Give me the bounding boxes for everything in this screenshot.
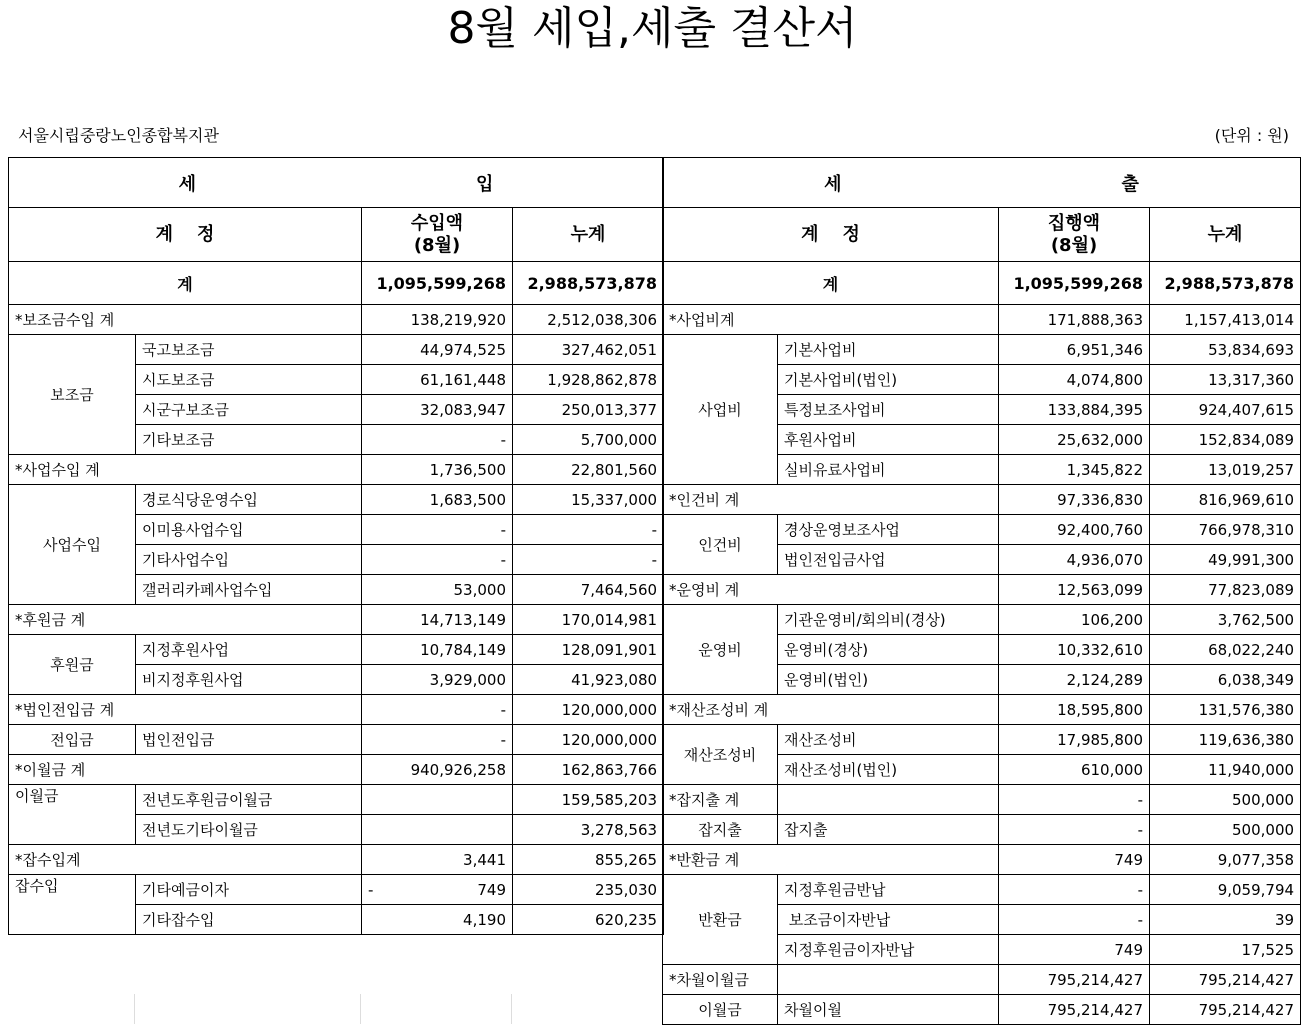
row-cumulative: 41,923,080	[513, 665, 664, 695]
expense-cumulative-header: 누계	[1150, 208, 1301, 262]
row-label: 운영비(법인)	[778, 665, 999, 695]
row-cumulative: 162,863,766	[513, 755, 664, 785]
row-cumulative: 795,214,427	[1150, 965, 1301, 995]
table-row	[663, 875, 1301, 905]
row-amount: -	[999, 815, 1150, 845]
row-amount: 12,563,099	[999, 575, 1150, 605]
row-label: 기본사업비(법인)	[778, 365, 999, 395]
row-cumulative: 816,969,610	[1150, 485, 1301, 515]
row-amount: 1,345,822	[999, 455, 1150, 485]
expense-header-row	[663, 158, 1301, 208]
row-cumulative: 620,235	[513, 905, 664, 935]
group-label: 반환금	[663, 875, 778, 965]
row-amount: 749	[999, 845, 1150, 875]
row-amount	[362, 785, 513, 815]
expense-table	[662, 157, 1301, 1025]
table-row	[663, 605, 1301, 635]
income-header-row	[9, 158, 664, 208]
row-label: 재산조성비	[778, 725, 999, 755]
income-donation-total-row	[9, 605, 664, 635]
row-label: 전년도후원금이월금	[136, 785, 362, 815]
row-blank	[778, 965, 999, 995]
table-row	[663, 995, 1301, 1025]
row-amount: 97,336,830	[999, 485, 1150, 515]
table-row	[9, 485, 664, 515]
row-amount	[362, 875, 513, 905]
income-misc-total-row	[9, 845, 664, 875]
expense-total-label: 계	[663, 262, 999, 305]
income-total-amount: 1,095,599,268	[362, 262, 513, 305]
row-amount: 61,161,448	[362, 365, 513, 395]
row-label: 후원사업비	[778, 425, 999, 455]
row-label: 법인전입금사업	[778, 545, 999, 575]
row-cumulative: 795,214,427	[1150, 995, 1301, 1025]
row-amount: 2,124,289	[999, 665, 1150, 695]
expense-total-cumulative: 2,988,573,878	[1150, 262, 1301, 305]
expense-asset-total-row	[663, 695, 1301, 725]
income-transfer-total-row	[9, 695, 664, 725]
expense-section-header: 세 출	[663, 158, 1301, 208]
table-row	[9, 785, 664, 815]
group-label: 재산조성비	[663, 725, 778, 785]
group-label: 이월금	[663, 995, 778, 1025]
faint-gridline	[511, 994, 512, 1024]
row-label: 국고보조금	[136, 335, 362, 365]
row-cumulative: 3,278,563	[513, 815, 664, 845]
row-label: 기타잡수입	[136, 905, 362, 935]
expense-amount-header: 집행액 (8월)	[999, 208, 1150, 262]
row-label: 특정보조사업비	[778, 395, 999, 425]
page-title: 8월 세입,세출 결산서	[447, 3, 858, 54]
row-amount	[362, 815, 513, 845]
row-label: *사업비계	[663, 305, 999, 335]
row-blank	[778, 785, 999, 815]
row-label: 경상운영보조사업	[778, 515, 999, 545]
row-label: 경로식당운영수입	[136, 485, 362, 515]
group-label: 잡지출	[663, 815, 778, 845]
row-amount: -	[362, 695, 513, 725]
income-amount-header: 수입액 (8월)	[362, 208, 513, 262]
row-cumulative: 1,157,413,014	[1150, 305, 1301, 335]
row-label: 실비유료사업비	[778, 455, 999, 485]
row-cumulative: 3,762,500	[1150, 605, 1301, 635]
row-label: 기타사업수입	[136, 545, 362, 575]
row-amount: 3,929,000	[362, 665, 513, 695]
income-carry-total-row	[9, 755, 664, 785]
row-label: *반환금 계	[663, 845, 999, 875]
row-label: 기본사업비	[778, 335, 999, 365]
row-amount: 32,083,947	[362, 395, 513, 425]
row-amount: 171,888,363	[999, 305, 1150, 335]
row-amount: 44,974,525	[362, 335, 513, 365]
faint-gridline	[360, 994, 361, 1024]
table-row	[9, 635, 664, 665]
row-amount: -	[999, 785, 1150, 815]
expense-total-row	[663, 262, 1301, 305]
row-cumulative: 9,077,358	[1150, 845, 1301, 875]
row-label: 기타보조금	[136, 425, 362, 455]
expense-total-amount: 1,095,599,268	[999, 262, 1150, 305]
row-cumulative: 128,091,901	[513, 635, 664, 665]
expense-column-header-row	[663, 208, 1301, 262]
row-label: 전년도기타이월금	[136, 815, 362, 845]
income-column-header-row	[9, 208, 664, 262]
group-label: 보조금	[9, 335, 136, 455]
row-label: 잡지출	[778, 815, 999, 845]
row-amount: 53,000	[362, 575, 513, 605]
unit-label: (단위 : 원)	[1214, 126, 1289, 145]
group-label: 전입금	[9, 725, 136, 755]
table-row	[9, 725, 664, 755]
row-amount: 138,219,920	[362, 305, 513, 335]
row-amount: 18,595,800	[999, 695, 1150, 725]
table-row	[663, 815, 1301, 845]
income-total-cumulative: 2,988,573,878	[513, 262, 664, 305]
row-cumulative: 119,636,380	[1150, 725, 1301, 755]
income-section-header: 세 입	[9, 158, 664, 208]
row-cumulative: 855,265	[513, 845, 664, 875]
row-amount: -	[999, 905, 1150, 935]
expense-nextcarry-total-row	[663, 965, 1301, 995]
row-amount: 10,332,610	[999, 635, 1150, 665]
row-label: 지정후원금반납	[778, 875, 999, 905]
row-label: 시도보조금	[136, 365, 362, 395]
row-cumulative: 15,337,000	[513, 485, 664, 515]
row-cumulative: 77,823,089	[1150, 575, 1301, 605]
negative-sign: -	[368, 880, 374, 899]
row-label: *운영비 계	[663, 575, 999, 605]
row-cumulative: 235,030	[513, 875, 664, 905]
amount-value: 749	[477, 880, 506, 899]
row-amount: 17,985,800	[999, 725, 1150, 755]
group-label: 운영비	[663, 605, 778, 695]
row-amount: 4,190	[362, 905, 513, 935]
row-amount: 3,441	[362, 845, 513, 875]
row-cumulative: 13,317,360	[1150, 365, 1301, 395]
faint-gridline	[134, 994, 135, 1024]
group-label: 후원금	[9, 635, 136, 695]
table-row	[663, 515, 1301, 545]
row-label: 지정후원사업	[136, 635, 362, 665]
row-amount: -	[362, 725, 513, 755]
expense-project-total-row	[663, 305, 1301, 335]
row-cumulative: 22,801,560	[513, 455, 664, 485]
row-amount: 106,200	[999, 605, 1150, 635]
row-label: *차월이월금	[663, 965, 778, 995]
row-amount: 92,400,760	[999, 515, 1150, 545]
row-cumulative: 5,700,000	[513, 425, 664, 455]
group-label: 사업비	[663, 335, 778, 485]
row-amount: 4,936,070	[999, 545, 1150, 575]
row-amount: 14,713,149	[362, 605, 513, 635]
row-label: *인건비 계	[663, 485, 999, 515]
expense-account-header: 계 정	[663, 208, 999, 262]
row-amount: 1,683,500	[362, 485, 513, 515]
row-label: *후원금 계	[9, 605, 362, 635]
row-cumulative: 49,991,300	[1150, 545, 1301, 575]
row-label: 재산조성비(법인)	[778, 755, 999, 785]
row-cumulative: 53,834,693	[1150, 335, 1301, 365]
row-cumulative: -	[513, 545, 664, 575]
row-cumulative: 13,019,257	[1150, 455, 1301, 485]
row-cumulative: 924,407,615	[1150, 395, 1301, 425]
income-account-header: 계 정	[9, 208, 362, 262]
row-amount: 1,736,500	[362, 455, 513, 485]
row-label: 보조금이자반납	[778, 905, 999, 935]
row-cumulative: 152,834,089	[1150, 425, 1301, 455]
row-cumulative: 9,059,794	[1150, 875, 1301, 905]
expense-personnel-total-row	[663, 485, 1301, 515]
row-cumulative: 250,013,377	[513, 395, 664, 425]
organization-name: 서울시립중랑노인종합복지관	[18, 126, 219, 145]
row-amount: 795,214,427	[999, 965, 1150, 995]
row-cumulative: 159,585,203	[513, 785, 664, 815]
row-label: *사업수입 계	[9, 455, 362, 485]
row-label: 지정후원금이자반납	[778, 935, 999, 965]
row-amount: 749	[999, 935, 1150, 965]
expense-operating-total-row	[663, 575, 1301, 605]
row-cumulative: 1,928,862,878	[513, 365, 664, 395]
row-amount: -	[362, 425, 513, 455]
expense-misc-total-row	[663, 785, 1301, 815]
income-total-label: 계	[9, 262, 362, 305]
row-cumulative: 500,000	[1150, 785, 1301, 815]
row-cumulative: 120,000,000	[513, 725, 664, 755]
row-label: 시군구보조금	[136, 395, 362, 425]
group-label: 잡수입	[9, 875, 136, 935]
row-label: 기관운영비/회의비(경상)	[778, 605, 999, 635]
row-amount: 940,926,258	[362, 755, 513, 785]
row-label: 갤러리카페사업수입	[136, 575, 362, 605]
row-label: *보조금수입 계	[9, 305, 362, 335]
row-label: 비지정후원사업	[136, 665, 362, 695]
row-cumulative: 131,576,380	[1150, 695, 1301, 725]
row-label: 법인전입금	[136, 725, 362, 755]
row-cumulative: 68,022,240	[1150, 635, 1301, 665]
row-label: 이미용사업수입	[136, 515, 362, 545]
row-amount: -	[362, 515, 513, 545]
row-cumulative: 17,525	[1150, 935, 1301, 965]
row-amount: 6,951,346	[999, 335, 1150, 365]
income-business-total-row	[9, 455, 664, 485]
row-amount: 610,000	[999, 755, 1150, 785]
row-cumulative: 766,978,310	[1150, 515, 1301, 545]
row-cumulative: 7,464,560	[513, 575, 664, 605]
row-amount: 795,214,427	[999, 995, 1150, 1025]
row-cumulative: 6,038,349	[1150, 665, 1301, 695]
row-label: *이월금 계	[9, 755, 362, 785]
row-amount: 10,784,149	[362, 635, 513, 665]
income-table	[8, 157, 664, 935]
row-cumulative: -	[513, 515, 664, 545]
row-cumulative: 327,462,051	[513, 335, 664, 365]
table-row	[663, 335, 1301, 365]
row-amount: 25,632,000	[999, 425, 1150, 455]
table-row	[9, 335, 664, 365]
row-cumulative: 170,014,981	[513, 605, 664, 635]
row-cumulative: 120,000,000	[513, 695, 664, 725]
row-amount: 4,074,800	[999, 365, 1150, 395]
row-label: 차월이월	[778, 995, 999, 1025]
row-label: 운영비(경상)	[778, 635, 999, 665]
row-amount: -	[999, 875, 1150, 905]
row-cumulative: 500,000	[1150, 815, 1301, 845]
table-row	[663, 725, 1301, 755]
group-label: 사업수입	[9, 485, 136, 605]
row-amount: 133,884,395	[999, 395, 1150, 425]
income-subsidy-total-row	[9, 305, 664, 335]
income-cumulative-header: 누계	[513, 208, 664, 262]
row-label: *법인전입금 계	[9, 695, 362, 725]
row-label: *잡수입계	[9, 845, 362, 875]
row-amount: -	[362, 545, 513, 575]
group-label: 이월금	[9, 785, 136, 845]
row-label: *재산조성비 계	[663, 695, 999, 725]
row-label: *잡지출 계	[663, 785, 778, 815]
income-total-row	[9, 262, 664, 305]
group-label: 인건비	[663, 515, 778, 575]
row-cumulative: 39	[1150, 905, 1301, 935]
row-cumulative: 2,512,038,306	[513, 305, 664, 335]
row-cumulative: 11,940,000	[1150, 755, 1301, 785]
table-row	[9, 875, 664, 905]
expense-refund-total-row	[663, 845, 1301, 875]
row-label: 기타예금이자	[136, 875, 362, 905]
